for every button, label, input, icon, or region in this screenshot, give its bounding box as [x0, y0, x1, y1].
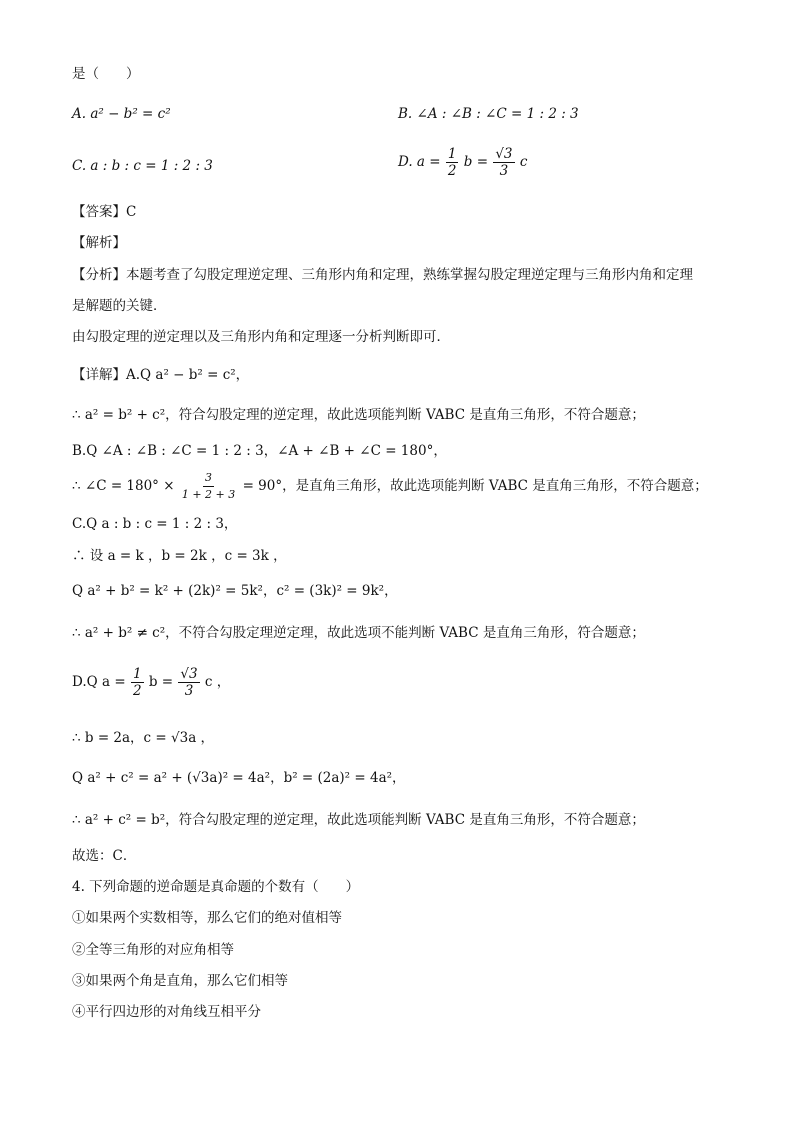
answer-line: 【答案】C: [72, 204, 137, 220]
fraction-denominator: 3: [184, 683, 194, 699]
fraction-3-over-6: [180, 470, 237, 503]
detail-line-11: Q a² + c² = a² + (√3a)² = 4a²，b² = (2a)² = 4a²，: [72, 770, 406, 786]
detail-line-6: ∴ 设 a = k ，b = 2k ，c = 3k ，: [72, 548, 287, 564]
option-d-prefix: D. a =: [398, 154, 441, 170]
option-c: C. a : b : c = 1 : 2 : 3: [72, 158, 213, 174]
fraction-numerator: 1: [447, 146, 457, 162]
option-d: [398, 146, 527, 179]
fraction-numerator: √3: [180, 666, 198, 682]
fraction-one-half: [446, 146, 459, 179]
question-4-item-3: ③如果两个角是直角，那么它们相等: [72, 973, 288, 989]
detail-4-prefix: ∴ ∠C = 180° ×: [72, 478, 175, 494]
fraction-denominator: 2: [447, 163, 457, 179]
fraction-numerator: √3: [495, 146, 513, 162]
detail-line-10: ∴ b = 2a，c = √3a ，: [72, 730, 215, 746]
question-4-item-4: ④平行四边形的对角线互相平分: [72, 1004, 261, 1020]
fraction-root3-over-3: [493, 146, 514, 179]
detail-line-5: C.Q a : b : c = 1 : 2 : 3，: [72, 516, 238, 532]
fraction-root3-over-3: [178, 666, 199, 699]
question-stem-tail: 是（ ）: [72, 66, 140, 82]
question-4-item-1: ①如果两个实数相等，那么它们的绝对值相等: [72, 910, 342, 926]
detail-line-1: 【详解】A.Q a² − b² = c²，: [72, 367, 250, 383]
fraction-denominator: 2: [132, 683, 142, 699]
fraction-numerator: 1: [132, 666, 142, 682]
conclusion-line: 故选：C．: [72, 848, 137, 864]
detail-4-suffix: = 90°，是直角三角形，故此选项能判断 VABC 是直角三角形，不符合题意；: [242, 478, 708, 494]
analysis-line-1: 【分析】本题考查了勾股定理逆定理、三角形内角和定理，熟练掌握勾股定理逆定理与三角形内角和定理: [72, 267, 693, 283]
detail-line-3: B.Q ∠A : ∠B : ∠C = 1 : 2 : 3，∠A + ∠B + ∠C = 180°，: [72, 443, 447, 459]
analysis-line-3: 由勾股定理的逆定理以及三角形内角和定理逐一分析判断即可．: [72, 329, 450, 345]
fraction-denominator: 1 + 2 + 3: [181, 488, 236, 501]
detail-9-prefix: D.Q a =: [72, 674, 126, 690]
option-a: A. a² − b² = c²: [72, 106, 171, 122]
fraction-one-half: [131, 666, 144, 699]
fraction-denominator: 3: [499, 163, 509, 179]
detail-line-7: Q a² + b² = k² + (2k)² = 5k²，c² = (3k)² = 9k²，: [72, 583, 398, 599]
detail-9-mid: b =: [148, 674, 174, 690]
option-b: B. ∠A : ∠B : ∠C = 1 : 2 : 3: [398, 106, 579, 122]
detail-line-12: ∴ a² + c² = b²，符合勾股定理的逆定理，故此选项能判断 VABC 是直角三角形，不符合题意；: [72, 812, 645, 828]
detail-line-9: [72, 666, 230, 699]
detail-line-4: [72, 470, 708, 503]
fraction-numerator: 3: [203, 470, 214, 487]
analysis-line-2: 是解题的关键．: [72, 298, 167, 314]
detail-line-8: ∴ a² + b² ≠ c²，不符合勾股定理逆定理，故此选项不能判断 VABC 是直角三角形，符合题意；: [72, 625, 645, 641]
question-4-item-2: ②全等三角形的对应角相等: [72, 942, 234, 958]
detail-9-suffix: c ，: [204, 674, 231, 690]
question-4-stem: 4. 下列命题的逆命题是真命题的个数有（ ）: [72, 879, 360, 895]
option-d-suffix: c: [519, 154, 528, 170]
option-d-mid: b =: [463, 154, 489, 170]
detail-line-2: ∴ a² = b² + c²，符合勾股定理的逆定理，故此选项能判断 VABC 是直角三角形，不符合题意；: [72, 407, 645, 423]
analysis-label: 【解析】: [72, 235, 126, 251]
